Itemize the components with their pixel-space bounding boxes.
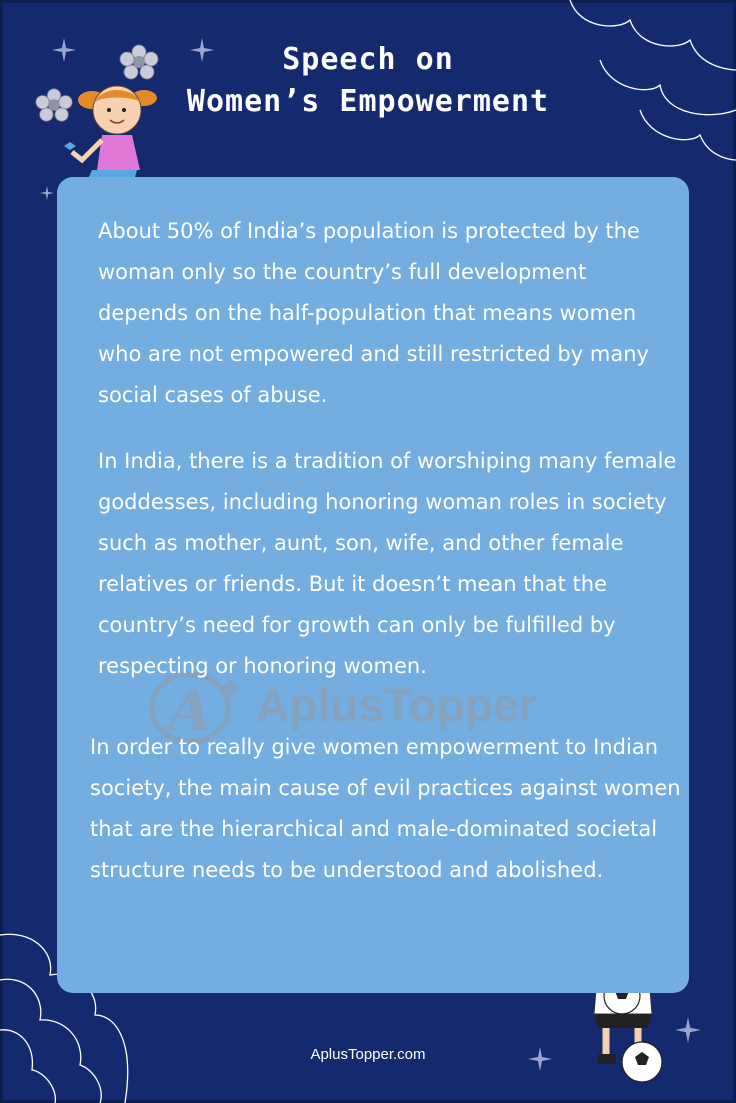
page-title-line1: Speech on bbox=[282, 42, 454, 77]
sparkle-icon bbox=[40, 186, 54, 200]
watermark-text: AplusTopper bbox=[256, 679, 537, 731]
page-title-line2: Women’s Empowerment bbox=[186, 84, 550, 119]
paragraph-3: In order to really give women empowerment to Indian society, the main cause of evil practices against women that are the hierarchical and male-dominated societal structure needs to be understood and abolished. bbox=[90, 735, 681, 882]
watermark-logo-letter: A bbox=[168, 678, 212, 744]
paragraph-1: About 50% of India’s population is protected by the woman only so the country’s full development depends on the half-population that means women who are not empowered and still restricted by many social cases of abuse. bbox=[98, 219, 649, 407]
paragraph-2: In India, there is a tradition of worshiping many female goddesses, including honoring woman roles in society such as mother, aunt, son, wife, and other female relatives or friends. But it doesn’t mean that the country’s need for growth can only be fulfilled by respecting or honoring women. bbox=[98, 449, 677, 678]
footer-site: AplusTopper.com bbox=[310, 1046, 426, 1063]
